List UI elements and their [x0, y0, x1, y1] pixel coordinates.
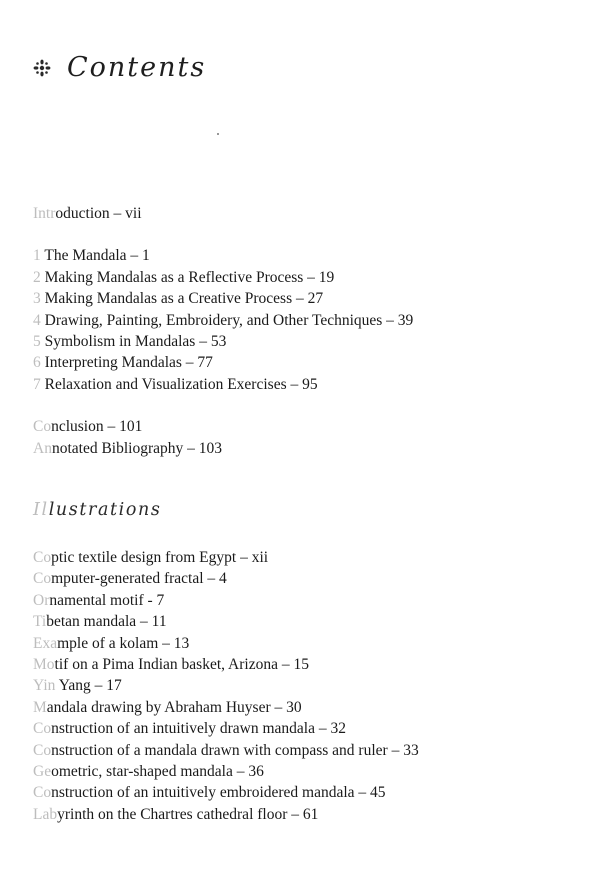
print-speck [217, 133, 219, 135]
illustration-entry: Construction of an intuitively drawn mandala – 32 [33, 720, 346, 738]
illustrations-heading: Illustrations [33, 500, 162, 520]
page-title: Contents [67, 52, 207, 83]
illustration-entry: Yin Yang – 17 [33, 677, 122, 695]
illustration-entry: Construction of a mandala drawn with compass and ruler – 33 [33, 741, 419, 759]
illustration-entry: Tibetan mandala – 11 [33, 613, 167, 631]
illustration-entry: Geometric, star-shaped mandala – 36 [33, 763, 264, 781]
contents-list [33, 203, 413, 459]
floral-ornament-icon [33, 59, 51, 77]
toc-entry-chapter-1: 1 The Mandala – 1 [33, 247, 150, 265]
illustration-entry: Coptic textile design from Egypt – xii [33, 549, 269, 566]
toc-entry-chapter-5: 5 Symbolism in Mandalas – 53 [33, 333, 227, 351]
toc-entry-chapter-7: 7 Relaxation and Visualization Exercises – 95 [33, 375, 318, 393]
illustration-entry: Mandala drawing by Abraham Huyser – 30 [33, 698, 302, 716]
illustration-entry: Labyrinth on the Chartres cathedral floor – 61 [33, 805, 319, 823]
illustration-entry: Example of a kolam – 13 [33, 634, 190, 652]
illustration-entry: Construction of an intuitively embroidered mandala – 45 [33, 784, 386, 802]
toc-entry-chapter-2: 2 Making Mandalas as a Reflective Process – 19 [33, 268, 335, 286]
illustration-entry: Computer-generated fractal – 4 [33, 570, 227, 588]
illustration-entry: Ornamental motif - 7 [33, 591, 165, 609]
contents-heading [33, 52, 206, 83]
toc-entry-introduction: Introduction – vii [33, 205, 142, 222]
toc-entry-chapter-6: 6 Interpreting Mandalas – 77 [33, 354, 213, 372]
toc-entry-chapter-3: 3 Making Mandalas as a Creative Process – 27 [33, 290, 324, 308]
toc-entry-chapter-4: 4 Drawing, Painting, Embroidery, and Other Techniques – 39 [33, 311, 414, 329]
illustration-entry: Motif on a Pima Indian basket, Arizona – 15 [33, 656, 309, 674]
toc-entry-bibliography: Annotated Bibliography – 103 [33, 439, 222, 457]
toc-entry-conclusion: Conclusion – 101 [33, 418, 143, 436]
illustrations-list [33, 547, 419, 825]
